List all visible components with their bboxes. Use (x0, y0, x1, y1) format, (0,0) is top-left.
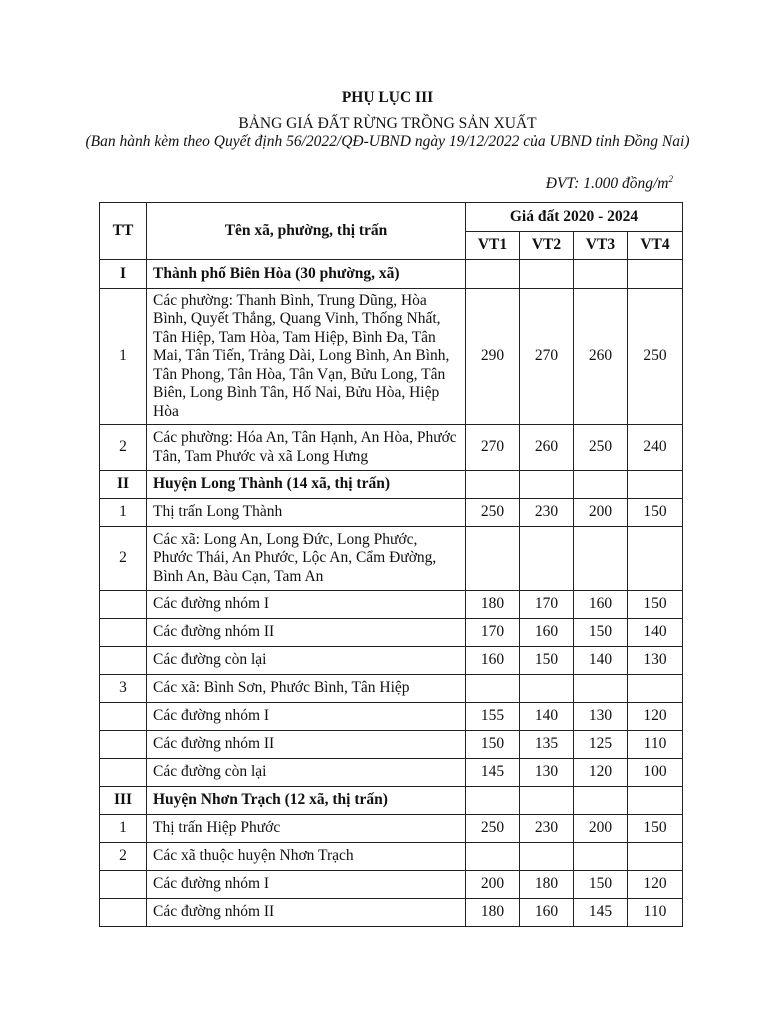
cell-vt4 (628, 527, 683, 591)
cell-vt4 (628, 787, 683, 815)
cell-name: Các xã thuộc huyện Nhơn Trạch (147, 843, 466, 871)
cell-name: Huyện Nhơn Trạch (12 xã, thị trấn) (147, 787, 466, 815)
cell-vt1: 150 (466, 731, 520, 759)
cell-vt2 (520, 843, 574, 871)
cell-tt (100, 871, 147, 899)
cell-tt (100, 647, 147, 675)
cell-tt: 1 (100, 289, 147, 425)
cell-vt1 (466, 471, 520, 499)
cell-name: Các đường nhóm I (147, 871, 466, 899)
cell-vt3: 125 (574, 731, 628, 759)
cell-vt2: 170 (520, 591, 574, 619)
cell-vt4: 150 (628, 591, 683, 619)
table-row (100, 899, 683, 927)
cell-vt1: 170 (466, 619, 520, 647)
cell-vt4 (628, 675, 683, 703)
cell-vt2 (520, 527, 574, 591)
cell-name: Các đường nhóm II (147, 731, 466, 759)
cell-vt3 (574, 471, 628, 499)
cell-vt3: 140 (574, 647, 628, 675)
cell-vt4 (628, 471, 683, 499)
cell-vt3: 200 (574, 499, 628, 527)
table-row (100, 731, 683, 759)
table-group-row (100, 787, 683, 815)
cell-tt: 2 (100, 527, 147, 591)
table-title: BẢNG GIÁ ĐẤT RỪNG TRỒNG SẢN XUẤT (238, 115, 537, 132)
cell-vt1: 180 (466, 899, 520, 927)
table-group-row (100, 471, 683, 499)
cell-vt2 (520, 260, 574, 289)
cell-vt2: 135 (520, 731, 574, 759)
table-row (100, 527, 683, 591)
cell-vt4 (628, 843, 683, 871)
cell-vt2: 160 (520, 619, 574, 647)
cell-vt3 (574, 527, 628, 591)
cell-vt4: 140 (628, 619, 683, 647)
cell-vt1: 160 (466, 647, 520, 675)
cell-vt3: 260 (574, 289, 628, 425)
cell-vt3: 145 (574, 899, 628, 927)
header-vt3: VT3 (574, 232, 628, 260)
cell-name: Các đường nhóm II (147, 619, 466, 647)
cell-tt (100, 619, 147, 647)
cell-tt: II (100, 471, 147, 499)
cell-tt (100, 591, 147, 619)
cell-vt4 (628, 260, 683, 289)
cell-vt2: 270 (520, 289, 574, 425)
table-row (100, 843, 683, 871)
cell-vt4: 100 (628, 759, 683, 787)
cell-name: Các đường nhóm II (147, 899, 466, 927)
cell-vt1: 250 (466, 815, 520, 843)
unit-superscript: 2 (668, 174, 673, 184)
table-header (100, 203, 683, 260)
cell-name: Các xã: Bình Sơn, Phước Bình, Tân Hiệp (147, 675, 466, 703)
cell-tt: 2 (100, 843, 147, 871)
cell-vt3: 150 (574, 871, 628, 899)
cell-vt2: 180 (520, 871, 574, 899)
cell-name: Thị trấn Hiệp Phước (147, 815, 466, 843)
table-row (100, 815, 683, 843)
header-price-group: Giá đất 2020 - 2024 (466, 203, 683, 232)
cell-vt1: 270 (466, 425, 520, 471)
cell-tt (100, 703, 147, 731)
appendix-title: PHỤ LỤC III (341, 89, 434, 106)
cell-tt: 1 (100, 499, 147, 527)
cell-vt1 (466, 527, 520, 591)
cell-tt: 1 (100, 815, 147, 843)
cell-vt1 (466, 843, 520, 871)
cell-vt3: 120 (574, 759, 628, 787)
table-row (100, 619, 683, 647)
cell-vt3: 200 (574, 815, 628, 843)
header-name: Tên xã, phường, thị trấn (147, 203, 466, 260)
cell-vt2 (520, 471, 574, 499)
cell-vt1: 145 (466, 759, 520, 787)
cell-vt2 (520, 675, 574, 703)
cell-vt2: 230 (520, 499, 574, 527)
table-body (100, 260, 683, 927)
table-row (100, 425, 683, 471)
cell-vt2: 260 (520, 425, 574, 471)
cell-name: Các đường còn lại (147, 759, 466, 787)
cell-name: Thị trấn Long Thành (147, 499, 466, 527)
cell-vt3: 160 (574, 591, 628, 619)
cell-name: Các phường: Hóa An, Tân Hạnh, An Hòa, Phước Tân, Tam Phước và xã Long Hưng (147, 425, 466, 471)
table-row (100, 647, 683, 675)
cell-vt4: 120 (628, 703, 683, 731)
cell-vt3 (574, 260, 628, 289)
cell-vt2 (520, 787, 574, 815)
cell-vt2: 230 (520, 815, 574, 843)
cell-name: Các phường: Thanh Bình, Trung Dũng, Hòa Bình, Quyết Thắng, Quang Vinh, Thống Nhất, Tân Hiệp, Tam Hòa, Tam Hiệp, Bình Đa, Tân Mai, Tân Tiến, Trảng Dài, Long Bình, An Bình, Tân Phong, Tân Hòa, Tân Vạn, Bửu Long, Tân Biên, Long Bình Tân, Hố Nai, Bửu Hòa, Hiệp Hòa (147, 289, 466, 425)
table-row (100, 675, 683, 703)
cell-vt4: 150 (628, 815, 683, 843)
cell-vt1: 155 (466, 703, 520, 731)
cell-vt4: 130 (628, 647, 683, 675)
table-row (100, 289, 683, 425)
table-row (100, 499, 683, 527)
cell-vt1: 200 (466, 871, 520, 899)
cell-vt4: 240 (628, 425, 683, 471)
cell-tt: I (100, 260, 147, 289)
cell-vt3: 150 (574, 619, 628, 647)
cell-vt4: 150 (628, 499, 683, 527)
cell-tt (100, 899, 147, 927)
cell-vt3 (574, 787, 628, 815)
decision-reference: (Ban hành kèm theo Quyết định 56/2022/QĐ-UBND ngày 19/12/2022 của UBND tỉnh Đồng Nai) (85, 133, 690, 150)
cell-vt1: 180 (466, 591, 520, 619)
cell-tt (100, 731, 147, 759)
cell-name: Các đường còn lại (147, 647, 466, 675)
cell-name: Huyện Long Thành (14 xã, thị trấn) (147, 471, 466, 499)
cell-vt1 (466, 675, 520, 703)
cell-name: Các đường nhóm I (147, 703, 466, 731)
land-price-table (99, 202, 683, 927)
cell-vt2: 150 (520, 647, 574, 675)
table-row (100, 759, 683, 787)
table-group-row (100, 260, 683, 289)
cell-vt1: 290 (466, 289, 520, 425)
cell-vt4: 120 (628, 871, 683, 899)
cell-vt2: 160 (520, 899, 574, 927)
cell-tt: 2 (100, 425, 147, 471)
header-tt: TT (100, 203, 147, 260)
cell-vt4: 110 (628, 731, 683, 759)
cell-name: Các xã: Long An, Long Đức, Long Phước, Phước Thái, An Phước, Lộc An, Cẩm Đường, Bình An, Bàu Cạn, Tam An (147, 527, 466, 591)
header-vt2: VT2 (520, 232, 574, 260)
cell-vt1: 250 (466, 499, 520, 527)
table-row (100, 871, 683, 899)
cell-tt: III (100, 787, 147, 815)
table-row (100, 591, 683, 619)
table-row (100, 703, 683, 731)
header-vt1: VT1 (466, 232, 520, 260)
cell-vt2: 140 (520, 703, 574, 731)
cell-vt3: 130 (574, 703, 628, 731)
cell-vt2: 130 (520, 759, 574, 787)
cell-tt (100, 759, 147, 787)
cell-name: Các đường nhóm I (147, 591, 466, 619)
unit-label (546, 174, 673, 193)
cell-name: Thành phố Biên Hòa (30 phường, xã) (147, 260, 466, 289)
header-vt4: VT4 (628, 232, 683, 260)
cell-vt3: 250 (574, 425, 628, 471)
cell-vt3 (574, 675, 628, 703)
cell-vt3 (574, 843, 628, 871)
cell-vt4: 250 (628, 289, 683, 425)
cell-vt1 (466, 260, 520, 289)
cell-vt1 (466, 787, 520, 815)
unit-text: ĐVT: 1.000 đồng/m (545, 175, 669, 193)
cell-vt4: 110 (628, 899, 683, 927)
cell-tt: 3 (100, 675, 147, 703)
